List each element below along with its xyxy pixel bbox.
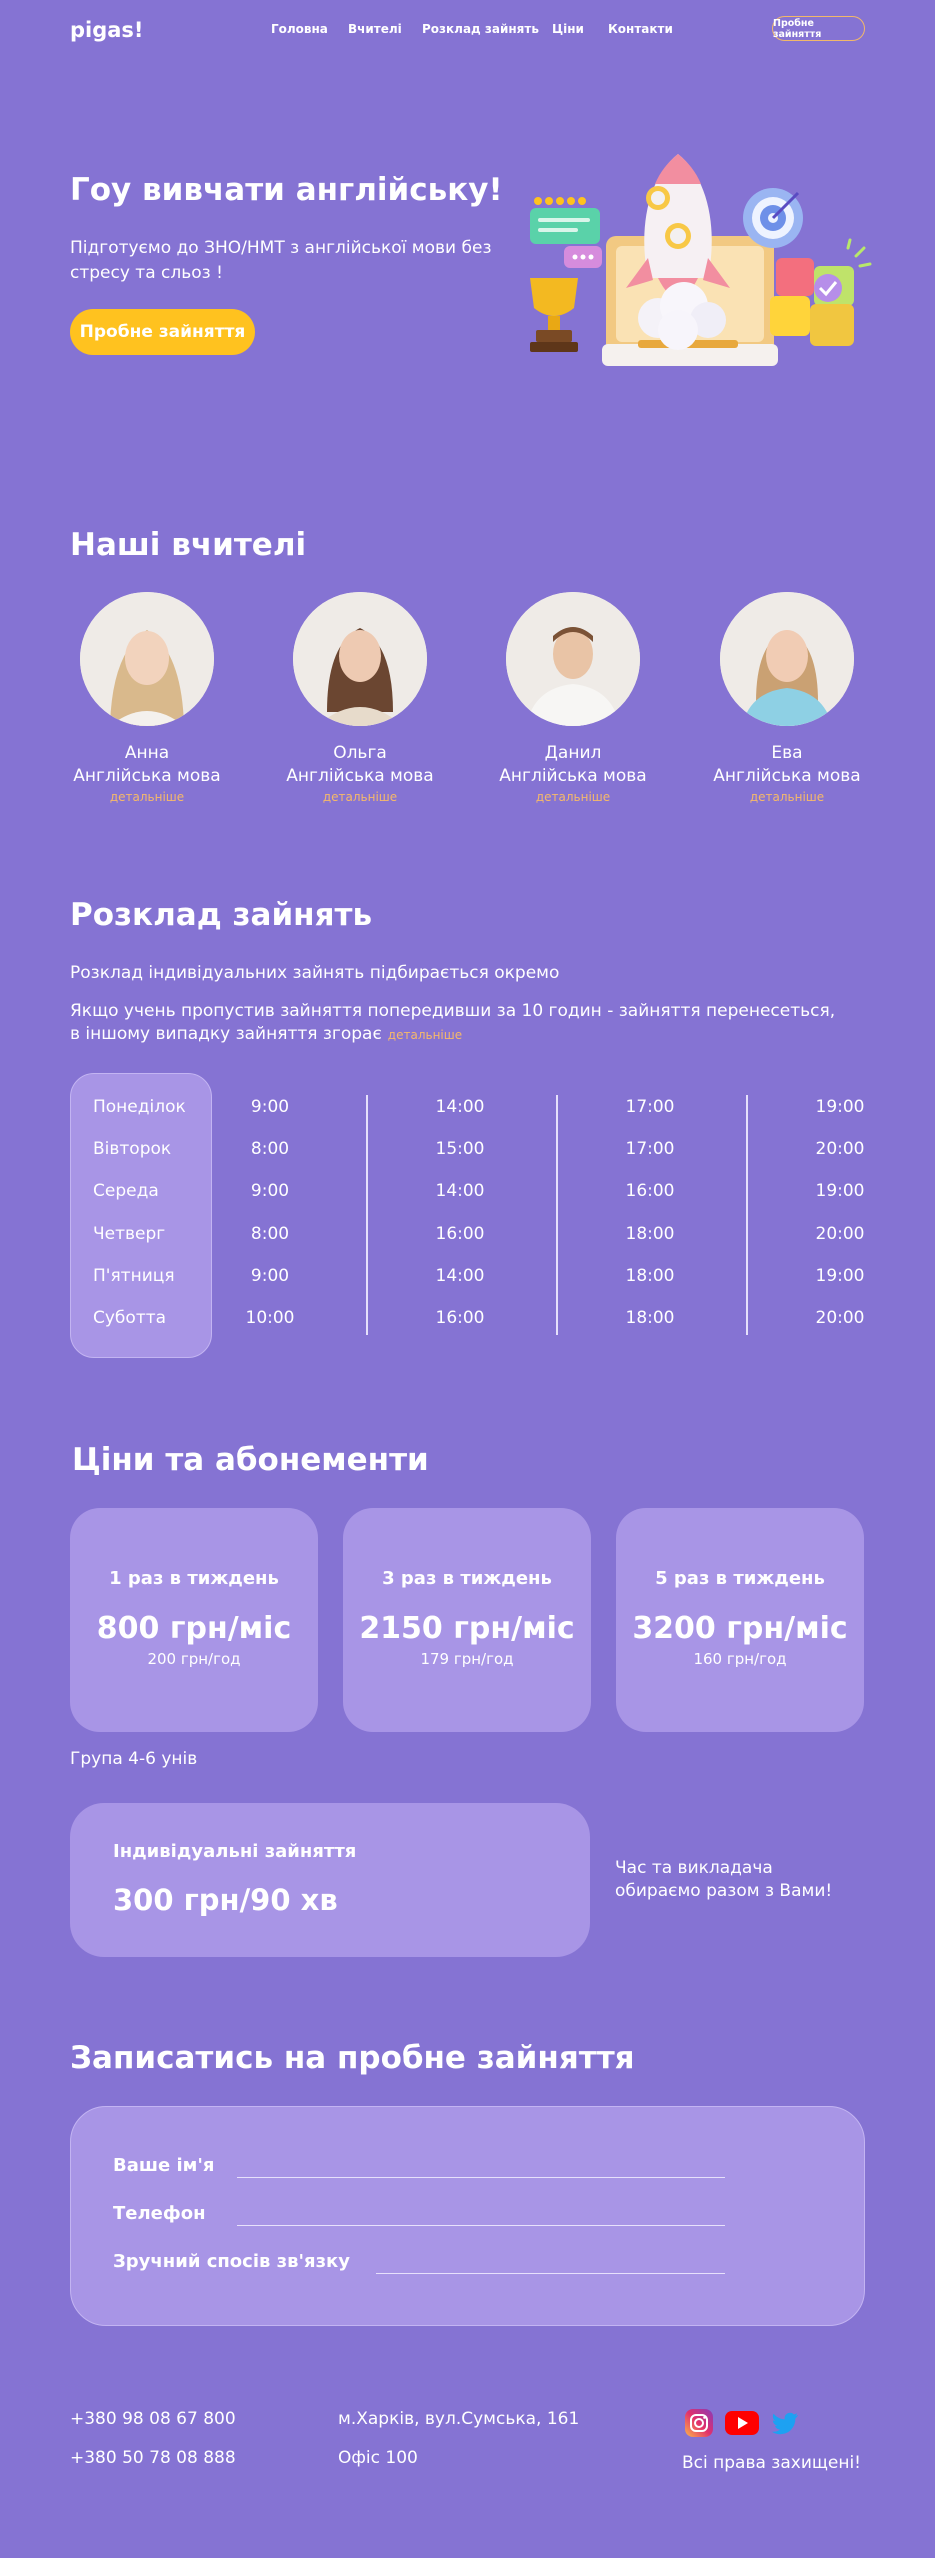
time-cell: 17:00 bbox=[625, 1097, 675, 1117]
individual-price: 300 грн/90 хв bbox=[113, 1883, 338, 1917]
hero-title: Гоу вивчати англійську! bbox=[70, 172, 503, 208]
time-cell: 16:00 bbox=[435, 1224, 485, 1244]
header-trial-button[interactable]: Пробне зайняття bbox=[772, 16, 865, 41]
plan-price: 3200 грн/міс bbox=[632, 1611, 848, 1646]
time-cell: 16:00 bbox=[435, 1308, 485, 1328]
plan-label: 1 раз в тиждень bbox=[109, 1568, 279, 1589]
individual-note-line: Час та викладача bbox=[615, 1858, 773, 1878]
day-label: Суботта bbox=[93, 1308, 167, 1328]
schedule-divider bbox=[556, 1095, 558, 1335]
plan-label: 5 раз в тиждень bbox=[655, 1568, 825, 1589]
teacher-card[interactable] bbox=[47, 592, 247, 804]
time-cell: 20:00 bbox=[815, 1308, 865, 1328]
puzzle-icon bbox=[770, 258, 854, 346]
schedule-rule-line bbox=[70, 1023, 462, 1047]
teacher-name: Ольга bbox=[333, 743, 387, 763]
rocket-icon bbox=[626, 154, 730, 298]
individual-note-line: обираємо разом з Вами! bbox=[615, 1881, 833, 1901]
prices-title: Ціни та абонементи bbox=[72, 1442, 429, 1478]
time-cell: 10:00 bbox=[245, 1308, 295, 1328]
time-cell: 14:00 bbox=[435, 1266, 485, 1286]
teacher-details-link[interactable]: детальніше bbox=[749, 790, 825, 804]
hero-trial-button[interactable]: Пробне зайняття bbox=[70, 309, 255, 355]
footer-phone[interactable]: +380 50 78 08 888 bbox=[70, 2448, 236, 2468]
contact-method-input[interactable] bbox=[376, 2273, 725, 2274]
teacher-name: Ева bbox=[771, 743, 803, 763]
twitter-icon[interactable] bbox=[770, 2408, 800, 2438]
time-cell: 19:00 bbox=[815, 1181, 865, 1201]
time-cell: 19:00 bbox=[815, 1097, 865, 1117]
time-cell: 19:00 bbox=[815, 1266, 865, 1286]
footer-office: Офіс 100 bbox=[338, 2448, 418, 2468]
teacher-details-link[interactable]: детальніше bbox=[535, 790, 611, 804]
time-cell: 20:00 bbox=[815, 1224, 865, 1244]
time-cell: 18:00 bbox=[625, 1224, 675, 1244]
teacher-subject: Англійська мова bbox=[73, 766, 221, 786]
nav-item-prices[interactable]: Ціни bbox=[552, 22, 584, 36]
teacher-name: Данил bbox=[544, 743, 602, 763]
price-card[interactable] bbox=[70, 1508, 318, 1732]
target-icon bbox=[743, 188, 803, 248]
nav-item-contacts[interactable]: Контакти bbox=[608, 22, 673, 36]
contact-method-label: Зручний спосів зв'язку bbox=[113, 2251, 350, 2272]
day-label: Вівторок bbox=[93, 1139, 172, 1159]
nav-item-home[interactable]: Головна bbox=[271, 22, 328, 36]
price-card[interactable] bbox=[343, 1508, 591, 1732]
individual-label: Індивідуальні зайняття bbox=[113, 1841, 357, 1862]
name-label: Ваше ім'я bbox=[113, 2155, 215, 2176]
individual-price-card[interactable] bbox=[70, 1803, 590, 1957]
rating-stars-icon bbox=[534, 197, 586, 205]
day-label: Середа bbox=[93, 1181, 159, 1201]
footer-phone[interactable]: +380 98 08 67 800 bbox=[70, 2409, 236, 2429]
plan-per-lesson: 160 грн/год bbox=[693, 1650, 787, 1668]
time-cell: 8:00 bbox=[250, 1139, 290, 1159]
teacher-name: Анна bbox=[124, 743, 170, 763]
nav-item-teachers[interactable]: Вчителі bbox=[348, 22, 402, 36]
form-title: Записатись на пробне зайняття bbox=[70, 2040, 635, 2076]
schedule-details-link[interactable]: детальніше bbox=[387, 1028, 463, 1042]
trophy-icon bbox=[530, 278, 578, 352]
plan-price: 800 грн/міс bbox=[96, 1611, 292, 1646]
hero-subtitle: Підготуємо до ЗНО/НМТ з англійської мови без стресу та сльоз ! bbox=[70, 238, 492, 283]
time-cell: 18:00 bbox=[625, 1266, 675, 1286]
plan-label: 3 раз в тиждень bbox=[382, 1568, 552, 1589]
phone-label: Телефон bbox=[113, 2203, 206, 2224]
individual-note bbox=[615, 1857, 832, 1903]
avatar bbox=[506, 592, 640, 726]
time-cell: 20:00 bbox=[815, 1139, 865, 1159]
time-cell: 8:00 bbox=[250, 1224, 290, 1244]
day-label: Четверг bbox=[93, 1224, 166, 1244]
time-cell: 18:00 bbox=[625, 1308, 675, 1328]
time-cell: 17:00 bbox=[625, 1139, 675, 1159]
day-label: Понеділок bbox=[93, 1097, 186, 1117]
schedule-divider bbox=[746, 1095, 748, 1335]
teacher-card[interactable] bbox=[473, 592, 673, 804]
teacher-subject: Англійська мова bbox=[286, 766, 434, 786]
plan-per-lesson: 179 грн/год bbox=[420, 1650, 514, 1668]
price-card[interactable] bbox=[616, 1508, 864, 1732]
chat-bubble-icon bbox=[530, 208, 600, 244]
time-cell: 16:00 bbox=[625, 1181, 675, 1201]
plan-price: 2150 грн/міс bbox=[359, 1611, 575, 1646]
teacher-details-link[interactable]: детальніше bbox=[322, 790, 398, 804]
avatar bbox=[720, 592, 854, 726]
time-cell: 14:00 bbox=[435, 1181, 485, 1201]
time-cell: 14:00 bbox=[435, 1097, 485, 1117]
schedule-divider bbox=[366, 1095, 368, 1335]
group-size-note: Група 4-6 унів bbox=[70, 1749, 198, 1769]
footer-rights: Всі права захищені! bbox=[682, 2453, 861, 2473]
avatar bbox=[80, 592, 214, 726]
teacher-card[interactable] bbox=[687, 592, 887, 804]
schedule-rule-text: в іншому випадку зайняття згорає bbox=[70, 1024, 382, 1044]
nav-item-schedule[interactable]: Розклад зайнять bbox=[422, 22, 539, 36]
time-cell: 9:00 bbox=[250, 1266, 290, 1286]
teacher-subject: Англійська мова bbox=[499, 766, 647, 786]
teachers-title: Наші вчителі bbox=[70, 527, 307, 563]
hero-illustration bbox=[508, 148, 884, 378]
schedule-title: Розклад зайнять bbox=[70, 897, 373, 933]
teacher-details-link[interactable]: детальніше bbox=[109, 790, 185, 804]
instagram-icon[interactable] bbox=[684, 2408, 714, 2438]
time-cell: 15:00 bbox=[435, 1139, 485, 1159]
teacher-card[interactable] bbox=[260, 592, 460, 804]
youtube-icon[interactable] bbox=[724, 2408, 760, 2438]
name-input[interactable] bbox=[237, 2177, 725, 2178]
trial-form bbox=[70, 2106, 865, 2326]
teacher-subject: Англійська мова bbox=[713, 766, 861, 786]
logo[interactable]: pigas! bbox=[70, 18, 144, 42]
time-cell: 9:00 bbox=[250, 1097, 290, 1117]
plan-per-lesson: 200 грн/год bbox=[147, 1650, 241, 1668]
day-label: П'ятниця bbox=[93, 1266, 175, 1286]
avatar bbox=[293, 592, 427, 726]
schedule-rule-line: Якщо учень пропустив зайняття попередивши за 10 годин - зайняття перенесеться, bbox=[70, 1001, 836, 1021]
phone-input[interactable] bbox=[237, 2225, 725, 2226]
schedule-note: Розклад індивідуальних зайнять підбирається окремо bbox=[70, 963, 560, 983]
footer-address: м.Харків, вул.Сумська, 161 bbox=[338, 2409, 580, 2429]
time-cell: 9:00 bbox=[250, 1181, 290, 1201]
